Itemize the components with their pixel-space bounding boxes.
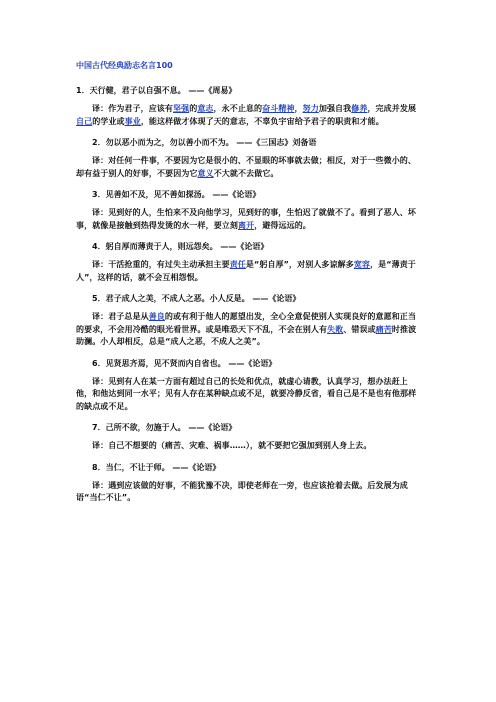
- translation-paragraph: [76, 207, 421, 232]
- keyword-link[interactable]: 修养: [351, 104, 368, 113]
- keyword-link[interactable]: 意义: [197, 168, 214, 178]
- quote-entry: [76, 137, 421, 180]
- translation-text: 、错误或: [343, 324, 376, 334]
- keyword-link[interactable]: 离开: [238, 220, 255, 230]
- translation-paragraph: [76, 440, 421, 453]
- translation-text: 译：见到有人在某一方面有超过自己的长处和优点，就虚心请教，认真学习，想办法赶上他，和他达到同一水平；见有人存在某种缺点或不足，就要冷静反省，看自己是不是也有他那样的缺点或不足。: [76, 376, 417, 411]
- translation-text: 的: [189, 104, 198, 113]
- translation-paragraph: [76, 376, 421, 414]
- keyword-link[interactable]: 努力: [302, 104, 319, 113]
- keyword-link[interactable]: 宽容: [353, 260, 371, 269]
- keyword-link[interactable]: 责任: [229, 260, 246, 269]
- keyword-link[interactable]: 痛苦: [375, 324, 392, 334]
- translation-text: 加强自我: [318, 104, 352, 113]
- translation-paragraph: [76, 155, 421, 180]
- translation-text: 时推波助澜。小人却相反，总是“成人之恶，不成人之美”。: [76, 324, 417, 346]
- keyword-link[interactable]: 失败: [327, 324, 344, 334]
- quote-text: 6．见贤思齐焉，见不贤而内自省也。 ——《论语》: [92, 358, 277, 368]
- translation-paragraph: [76, 103, 421, 128]
- translation-text: 是“躬自厚”，对别人多谅解多: [245, 260, 354, 269]
- translation-paragraph: [76, 480, 421, 505]
- document-page: [76, 60, 421, 514]
- entries-list: [76, 85, 421, 505]
- quote-text: 1．天行健，君子以自强不息。 ——《周易》: [76, 86, 237, 95]
- translation-paragraph: [76, 311, 421, 349]
- quote-text: 4．躬自厚而薄责于人，则远怨矣。 ——《论语》: [92, 242, 269, 251]
- translation-text: ，是“薄责于人”，这样的话，就不会互相怨恨。: [76, 260, 416, 282]
- quote-entry: [76, 293, 421, 349]
- translation-text: ，能这样做才体现了天的意志，不辜负宇宙给予君子的职责和才能。: [140, 116, 384, 126]
- quote-text: 3．见善如不及，见不善如探汤。 ——《论语》: [92, 190, 261, 199]
- translation-text: 译：对任何一件事，不要因为它是很小的、不显眼的坏事就去做；相反，对于一些微小的、却有益于别人的好事，不要因为它: [76, 156, 416, 178]
- translation-text: 译：见到好的人，生怕来不及向他学习，见到好的事，生怕迟了就做不了。看到了恶人、坏事，就像是接触到热得发烫的水一样，要立刻: [76, 208, 416, 230]
- translation-text: 的学业或: [92, 116, 125, 126]
- translation-text: 不大就不去做它。: [213, 168, 279, 178]
- quote-entry: [76, 422, 421, 453]
- translation-text: 的或有利于他人的愿望出发，全心全意促使别人实现良好的意愿和正当的要求，不会用冷酷的眼光看世界。或是唯恐天下不乱，不会在别人有: [76, 312, 417, 334]
- keyword-link[interactable]: 事业: [124, 116, 141, 126]
- translation-paragraph: [76, 259, 421, 284]
- quote-entry: [76, 241, 421, 284]
- keyword-link[interactable]: 自己: [76, 116, 93, 126]
- keyword-link[interactable]: 意志: [197, 104, 214, 113]
- quote-entry: [76, 358, 421, 414]
- translation-text: 译：自己不想要的（痛苦、灾难、祸事……），就不要把它强加到别人身上去。: [92, 441, 372, 450]
- keyword-link[interactable]: 坚强: [173, 104, 190, 113]
- translation-text: 译：君子总是从: [92, 312, 149, 321]
- keyword-link[interactable]: 善良: [148, 312, 165, 321]
- quote-entry: [76, 189, 421, 232]
- quote-text: 2．勿以恶小而为之，勿以善小而不为。 ——《三国志》刘备语: [92, 138, 317, 147]
- translation-text: ，: [294, 104, 303, 113]
- document-title: 中国古代经典励志名言100: [76, 61, 173, 70]
- translation-text: 译：遇到应该做的好事，不能犹豫不决，即使老师在一旁，也应该抢着去做。后发展为成语“当仁不让”。: [76, 480, 408, 502]
- translation-text: ，永不止息的: [213, 104, 263, 113]
- translation-text: ，完成并发展: [367, 104, 417, 113]
- quote-text: 7．己所不欲，勿施于人。 ——《论语》: [92, 423, 237, 432]
- quote-entry: [76, 85, 421, 128]
- translation-text: 译：干活抢重的，有过失主动承担主要: [92, 260, 230, 269]
- quote-entry: [76, 462, 421, 505]
- translation-text: 译：作为君子，应该有: [92, 104, 173, 113]
- quote-text: 5．君子成人之美，不成人之恶。小人反是。 ——《论语》: [92, 294, 301, 303]
- keyword-link[interactable]: 奋斗精神: [262, 104, 295, 113]
- quote-text: 8．当仁，不让于师。 ——《论语》: [92, 462, 221, 472]
- translation-text: ，避得远远的。: [254, 220, 311, 230]
